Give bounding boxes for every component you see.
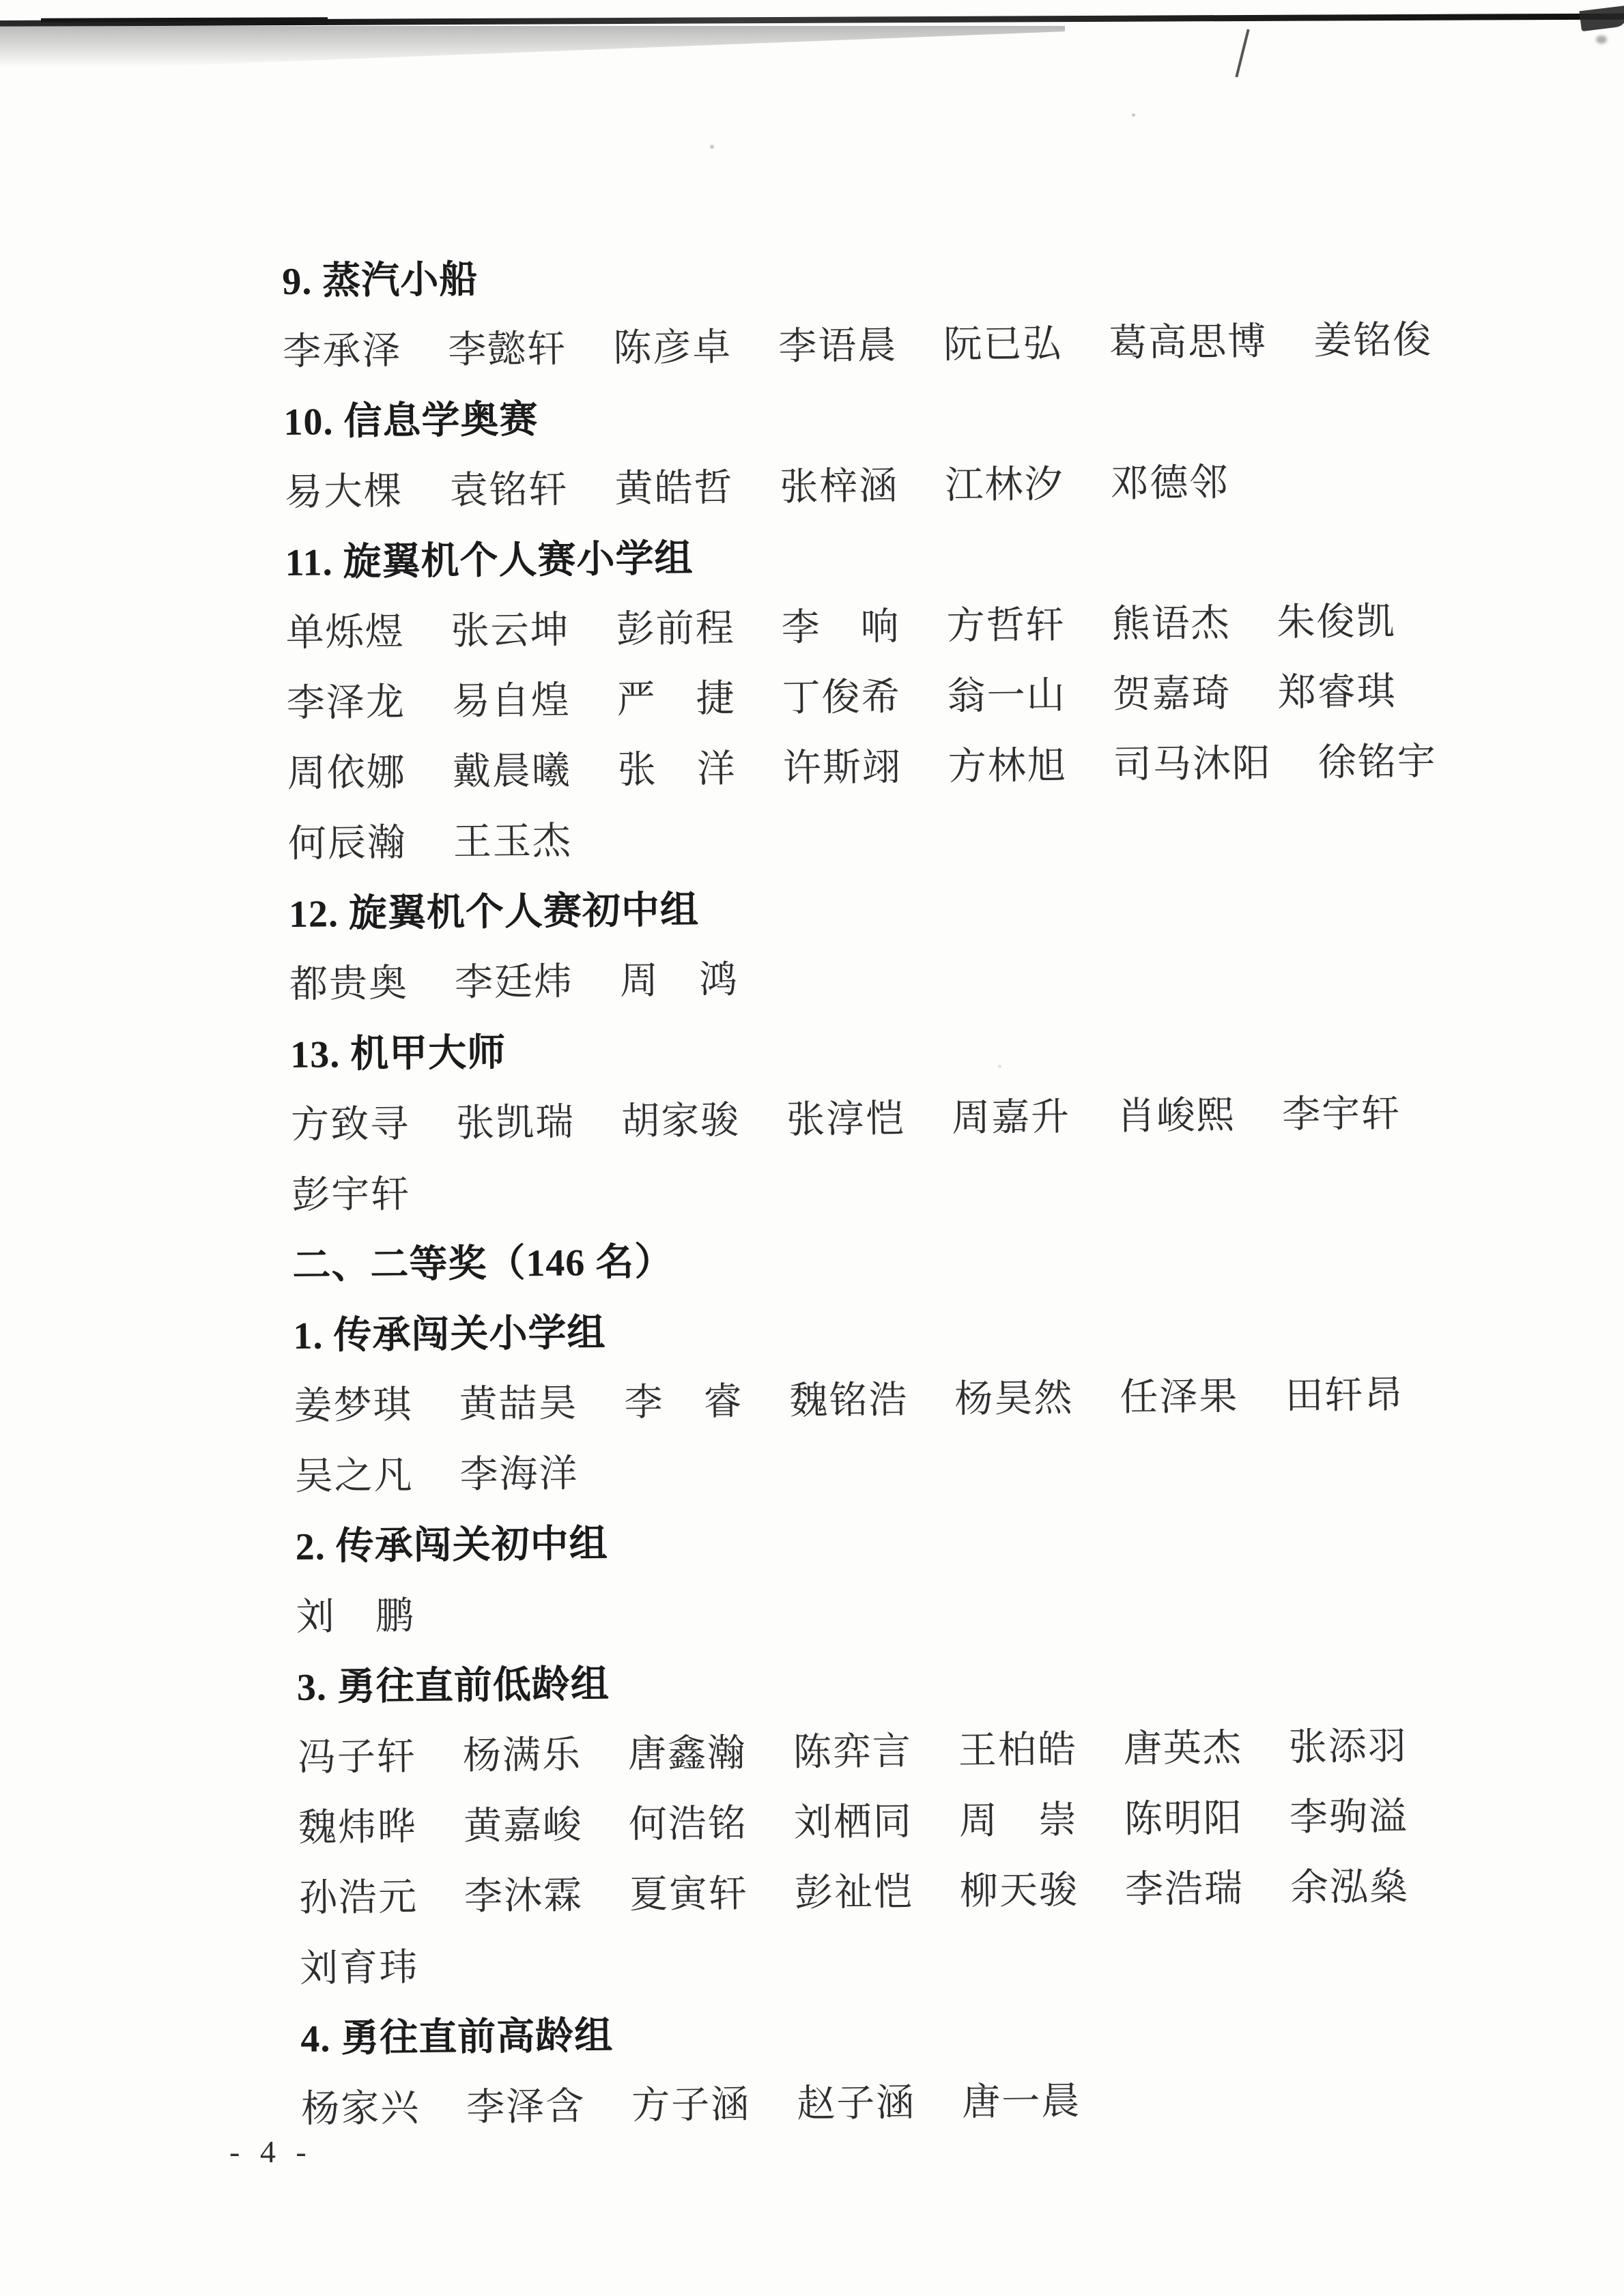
person-name: 方致寻 <box>290 1103 410 1147</box>
section-heading: 9. 蒸汽小船 <box>281 258 479 303</box>
person-name: 朱俊凯 <box>1277 600 1396 644</box>
person-name: 杨昊然 <box>954 1377 1074 1421</box>
person-name: 张云坤 <box>451 609 570 653</box>
person-name: 周 崇 <box>958 1798 1079 1843</box>
person-name: 何浩铭 <box>628 1802 748 1846</box>
name-row <box>289 953 1439 1004</box>
person-name: 唐鑫瀚 <box>627 1732 747 1776</box>
person-name: 李沐霖 <box>464 1874 584 1919</box>
person-name: 李泽龙 <box>286 681 406 725</box>
person-name: 任泽果 <box>1120 1375 1239 1420</box>
name-row <box>291 1094 1440 1145</box>
person-name: 张梓涵 <box>780 465 899 509</box>
name-row <box>296 1586 1445 1637</box>
section-heading: 13. 机甲大师 <box>289 1031 507 1076</box>
person-name: 邓德邻 <box>1110 461 1229 506</box>
person-name: 余泓燊 <box>1290 1865 1410 1910</box>
name-row <box>284 461 1434 512</box>
person-name: 周依娜 <box>287 751 407 795</box>
section-heading: 12. 旋翼机个人赛初中组 <box>288 889 700 936</box>
section-heading: 2. 传承闯关初中组 <box>295 1523 609 1568</box>
person-name: 李语晨 <box>778 324 898 369</box>
scan-speck <box>710 145 714 149</box>
person-name: 江林汐 <box>945 463 1064 507</box>
person-name: 黄喆昊 <box>459 1382 578 1426</box>
person-name: 赵子涵 <box>796 2082 916 2126</box>
person-name: 杨家兴 <box>301 2087 421 2131</box>
section-heading: 10. 信息学奥赛 <box>283 399 539 444</box>
section-heading: 4. 勇往直前高龄组 <box>300 2015 614 2061</box>
section-heading: 3. 勇往直前低龄组 <box>296 1663 610 1709</box>
scan-speck <box>1596 35 1607 44</box>
person-name: 周嘉升 <box>951 1095 1071 1140</box>
person-name: 葛高思博 <box>1108 320 1268 365</box>
name-row <box>301 2078 1451 2129</box>
person-name: 刘栖同 <box>793 1800 913 1845</box>
person-name: 方哲轩 <box>946 604 1066 648</box>
person-name: 方子涵 <box>631 2083 751 2127</box>
person-name: 李泽含 <box>466 2085 586 2129</box>
person-name: 易自煌 <box>451 679 571 723</box>
name-row <box>299 1867 1449 1918</box>
person-name: 刘育玮 <box>299 1947 419 1990</box>
person-name: 熊语杰 <box>1111 602 1231 646</box>
person-name: 杨满乐 <box>462 1734 582 1778</box>
person-name: 姜铭俊 <box>1313 319 1433 363</box>
person-name: 魏铭浩 <box>789 1379 909 1423</box>
scan-artifact-nick <box>1235 29 1249 78</box>
person-name: 胡家骏 <box>621 1100 741 1143</box>
person-name: 姜梦琪 <box>294 1384 413 1428</box>
name-row <box>298 1797 1448 1848</box>
person-name: 张凯瑞 <box>455 1101 575 1145</box>
document-content <box>282 250 1451 2160</box>
section-heading: 11. 旋翼机个人赛小学组 <box>285 537 694 584</box>
scan-speck <box>1132 113 1135 117</box>
person-name: 周 鸿 <box>619 959 739 1003</box>
person-name: 陈明阳 <box>1124 1797 1244 1841</box>
name-row <box>285 600 1435 655</box>
person-name: 戴晨曦 <box>452 749 572 794</box>
name-row <box>287 743 1437 793</box>
person-name: 李廷炜 <box>454 960 574 1005</box>
person-name: 孙浩元 <box>298 1876 418 1920</box>
person-name: 彭祉恺 <box>794 1871 914 1915</box>
name-row <box>294 1375 1443 1426</box>
person-name: 李海洋 <box>459 1452 579 1497</box>
person-name: 李懿轩 <box>448 328 567 372</box>
section-heading: 二、二等奖（146 名） <box>292 1241 674 1287</box>
person-name: 许斯翊 <box>782 746 902 790</box>
person-name: 李浩瑞 <box>1124 1867 1244 1912</box>
person-name: 吴之凡 <box>294 1454 414 1498</box>
person-name: 丁俊希 <box>782 676 902 720</box>
person-name: 方林旭 <box>948 745 1068 788</box>
name-row <box>291 1164 1441 1215</box>
name-row <box>283 321 1432 371</box>
person-name: 翁一山 <box>947 674 1067 718</box>
person-name: 黄嘉峻 <box>463 1804 583 1848</box>
person-name: 司马沐阳 <box>1113 742 1272 787</box>
person-name: 冯子轩 <box>297 1736 417 1779</box>
person-name: 李 睿 <box>624 1381 743 1424</box>
name-row <box>286 672 1436 723</box>
person-name: 彭宇轩 <box>291 1173 411 1217</box>
person-name: 肖峻熙 <box>1116 1094 1236 1138</box>
scan-artifact-corner <box>1579 5 1624 31</box>
person-name: 陈弈言 <box>793 1730 913 1775</box>
person-name: 张淳恺 <box>786 1097 906 1142</box>
person-name: 王柏皓 <box>958 1728 1078 1773</box>
person-name: 张 洋 <box>617 748 737 792</box>
person-name: 夏寅轩 <box>629 1872 749 1917</box>
scan-artifact-shadow <box>0 26 1065 72</box>
person-name: 单烁煜 <box>285 611 405 655</box>
page-number: - 4 - <box>229 2134 313 2169</box>
person-name: 田轩昂 <box>1285 1373 1404 1418</box>
person-name: 唐一晨 <box>961 2080 1081 2124</box>
person-name: 李承泽 <box>283 330 402 373</box>
person-name: 柳天骏 <box>959 1869 1079 1913</box>
person-name: 黄皓哲 <box>614 467 734 511</box>
name-row <box>298 1727 1447 1777</box>
section-heading: 1. 传承闯关小学组 <box>293 1312 606 1358</box>
person-name: 袁铭轩 <box>449 468 569 513</box>
person-name: 易大棵 <box>284 470 403 514</box>
person-name: 郑睿琪 <box>1277 670 1397 715</box>
name-row <box>294 1446 1444 1496</box>
person-name: 阮已弘 <box>943 323 1063 367</box>
person-name: 何辰瀚 <box>287 822 408 865</box>
name-row <box>300 1938 1449 1988</box>
person-name: 严 捷 <box>616 678 737 721</box>
person-name: 李驹溢 <box>1289 1795 1409 1839</box>
person-name: 贺嘉琦 <box>1112 672 1232 717</box>
person-name: 唐英杰 <box>1123 1727 1243 1771</box>
name-row <box>288 813 1438 863</box>
person-name: 彭前程 <box>616 607 735 651</box>
person-name: 陈彦卓 <box>613 326 732 370</box>
person-name: 都贵奥 <box>289 962 409 1006</box>
person-name: 李 响 <box>781 605 900 650</box>
person-name: 王玉杰 <box>453 820 573 864</box>
person-name: 李宇轩 <box>1281 1092 1401 1136</box>
person-name: 张添羽 <box>1288 1725 1408 1769</box>
person-name: 魏炜晔 <box>298 1806 418 1850</box>
person-name: 刘 鹏 <box>296 1595 416 1639</box>
person-name: 徐铭宇 <box>1317 741 1438 785</box>
